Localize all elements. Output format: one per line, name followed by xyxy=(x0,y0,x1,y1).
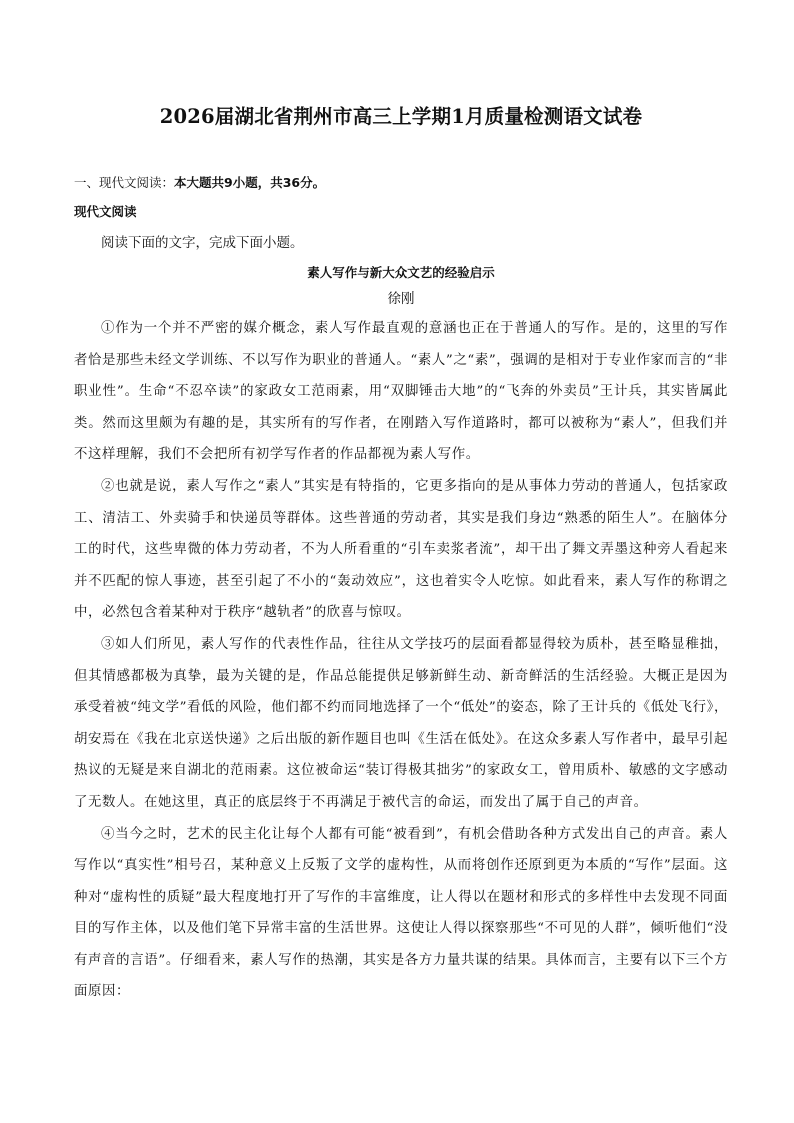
exam-title: 2026届湖北省荆州市高三上学期1月质量检测语文试卷 xyxy=(159,105,643,128)
section-header xyxy=(74,174,728,192)
section-summary: 本大题共9小题，共36分。 xyxy=(174,175,326,190)
article-body xyxy=(74,313,728,1008)
article-paragraph: ①作为一个并不严密的媒介概念，素人写作最直观的意涵也正在于普通人的写作。是的，这里的写作者恰是那些未经文学训练、不以写作为职业的普通人。“素人”之“素”，强调的是相对于专业作家而言的“非职业性”。生命“不忍卒读”的家政女工范雨素，用“双脚锤击大地”的“飞奔的外卖员”王计兵，其实皆属此类。然而这里颇为有趣的是，其实所有的写作者，在刚踏入写作道路时，都可以被称为“素人”，但我们并不这样理解，我们不会把所有初学写作者的作品都视为素人写作。 xyxy=(74,321,728,463)
article-title: 素人写作与新大众文艺的经验启示 xyxy=(307,265,495,280)
article-paragraph: ④当今之时，艺术的民主化让每个人都有可能“被看到”，有机会借助各种方式发出自己的声音。素人写作以“真实性”相号召，某种意义上反叛了文学的虚构性，从而将创作还原到更为本质的“写作”层面。这种对“虚构性的质疑”最大程度地打开了写作的丰富维度，让人得以在题材和形式的多样性中去发现不同面目的写作主体，以及他们笔下异常丰富的生活世界。这使让人得以探察那些“不可见的人群”，倾听他们“没有声音的言语”。仔细看来，素人写作的热潮，其实是各方力量共谋的结果。具体而言，主要有以下三个方面原因： xyxy=(74,826,728,1000)
article-paragraph: ③如人们所见，素人写作的代表性作品，往往从文学技巧的层面看都显得较为质朴，甚至略显稚拙，但其情感都极为真挚，最为关键的是，作品总能提供足够新鲜生动、新奇鲜活的生活经验。大概正是因为承受着被“纯文学”看低的风险，他们都不约而同地选择了一个“低处”的姿态，除了王计兵的《低处飞行》，胡安焉在《我在北京送快递》之后出版的新作题目也叫《生活在低处》。在这众多素人写作者中，最早引起热议的无疑是来自湖北的范雨素。这位被命运“装订得极其拙劣”的家政女工，曾用质朴、敏感的文字感动了无数人。在她这里，真正的底层终于不再满足于被代言的命运，而发出了属于自己的声音。 xyxy=(74,636,728,810)
section-heading: 一、现代文阅读： xyxy=(74,175,175,190)
subsection-heading: 现代文阅读 xyxy=(74,204,137,219)
article-paragraph: ②也就是说，素人写作之“素人”其实是有特指的，它更多指向的是从事体力劳动的普通人，包括家政工、清洁工、外卖骑手和快递员等群体。这些普通的劳动者，其实是我们身边“熟悉的陌生人”。在脑体分工的时代，这些卑微的体力劳动者，不为人所看重的“引车卖浆者流”，却干出了舞文弄墨这种旁人看起来并不匹配的惊人事迹，甚至引起了不小的“轰动效应”，这也着实令人吃惊。如此看来，素人写作的称谓之中，必然包含着某种对于秩序“越轨者”的欣喜与惊叹。 xyxy=(74,478,728,621)
article-author: 徐刚 xyxy=(387,291,415,307)
reading-instruction: 阅读下面的文字，完成下面小题。 xyxy=(101,235,304,251)
